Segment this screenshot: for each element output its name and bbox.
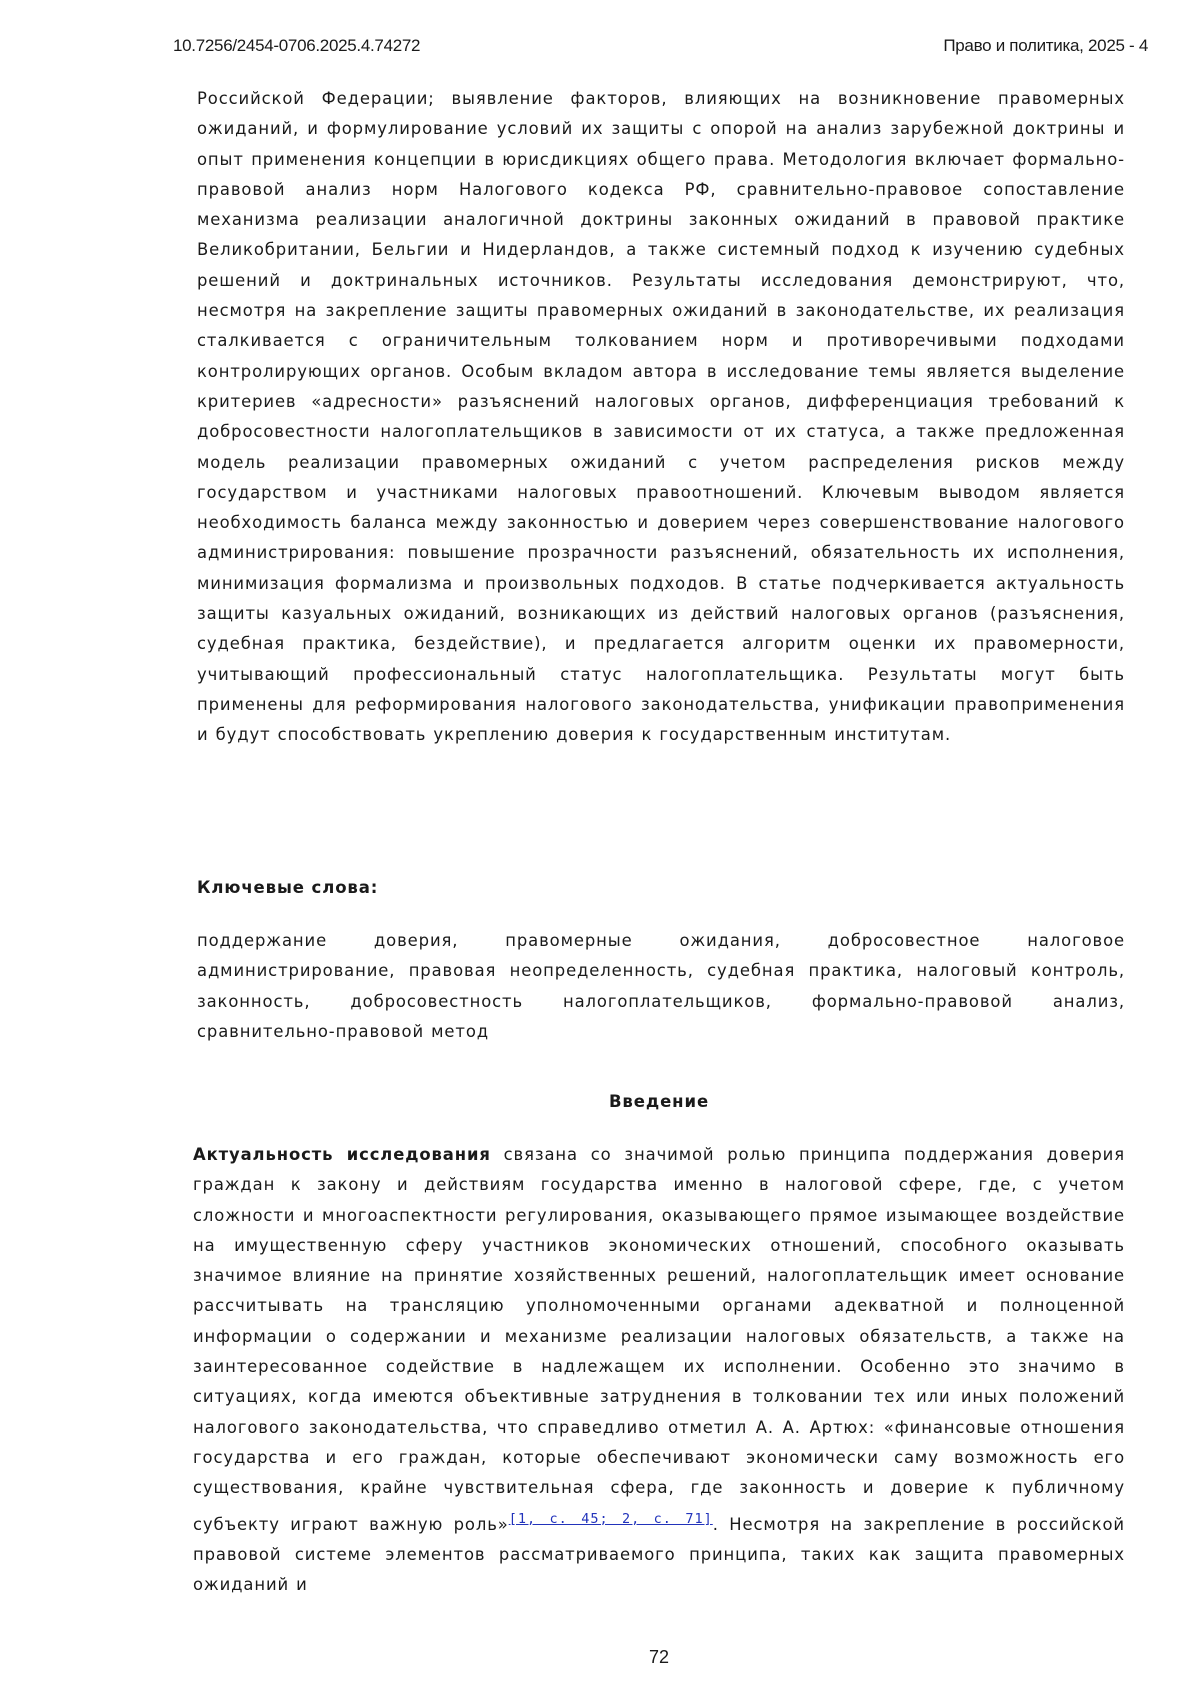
introduction-paragraph — [193, 1140, 1125, 1600]
keywords-list: поддержание доверия, правомерные ожидания, добросовестное налоговое администрирование, правовая неопределенность, судебная практика, налоговый контроль, законность, добросовестность налогоплательщиков, формально-правовой анализ, сравнительно-правовой метод — [197, 926, 1125, 1047]
doi-header: 10.7256/2454-0706.2025.4.74272 — [173, 36, 420, 56]
intro-text-part2: . Несмотря на закрепление в российской правовой системе элементов рассматриваемого принципа, таких как защита правомерных ожиданий и — [193, 1515, 1125, 1595]
introduction-heading: Введение — [0, 1092, 1200, 1111]
abstract-paragraph: Российской Федерации; выявление факторов, влияющих на возникновение правомерных ожиданий, и формулирование условий их защиты с опорой на анализ зарубежной доктрины и опыт применения концепции в юрисдикциях общего права. Методология включает формально-правовой анализ норм Налогового кодекса РФ, сравнительно-правовое сопоставление механизма реализации аналогичной доктрины законных ожиданий в правовой практике Великобритании, Бельгии и Нидерландов, а также системный подход к изучению судебных решений и доктринальных источников. Результаты исследования демонстрируют, что, несмотря на закрепление защиты правомерных ожиданий в законодательстве, их реализация сталкивается с ограничительным толкованием норм и противоречивыми подходами контролирующих органов. Особым вкладом автора в исследование темы является выделение критериев «адресности» разъяснений налоговых органов, дифференциация требований к добросовестности налогоплательщиков в зависимости от их статуса, а также предложенная модель реализации правомерных ожиданий с учетом распределения рисков между государством и участниками налоговых правоотношений. Ключевым выводом является необходимость баланса между законностью и доверием через совершенствование налогового администрирования: повышение прозрачности разъяснений, обязательность их исполнения, минимизация формализма и произвольных подходов. В статье подчеркивается актуальность защиты казуальных ожиданий, возникающих из действий налоговых органов (разъяснения, судебная практика, бездействие), и предлагается алгоритм оценки их правомерности, учитывающий профессиональный статус налогоплательщика. Результаты могут быть применены для реформирования налогового законодательства, унификации правоприменения и будут способствовать укреплению доверия к государственным институтам. — [197, 84, 1125, 751]
intro-text-part1: связана со значимой ролью принципа поддержания доверия граждан к закону и действиям государства именно в налоговой сфере, где, с учетом сложности и многоаспектности регулирования, оказывающего прямое изымающее воздействие на имущественную сферу участников экономических отношений, способного оказывать значимое влияние на принятие хозяйственных решений, налогоплательщик имеет основание рассчитывать на трансляцию уполномоченными органами адекватной и полноценной информации о содержании и механизме реализации налоговых обязательств, а также на заинтересованное содействие в надлежащем их исполнении. Особенно это значимо в ситуациях, когда имеются объективные затруднения в толковании тех или иных положений налогового законодательства, что справедливо отметил А. А. Артюх: «финансовые отношения государства и его граждан, которые обеспечивают экономически саму возможность его существования, крайне чувствительная сфера, где законность и доверие к публичному субъекту играют важную роль» — [193, 1145, 1125, 1534]
relevance-lead: Актуальность исследования — [193, 1145, 491, 1164]
page-number: 72 — [0, 1647, 1200, 1668]
journal-header: Право и политика, 2025 - 4 — [943, 36, 1148, 56]
citation-link[interactable]: [1, с. 45; 2, с. 71] — [509, 1511, 713, 1527]
keywords-heading: Ключевые слова: — [197, 878, 378, 897]
